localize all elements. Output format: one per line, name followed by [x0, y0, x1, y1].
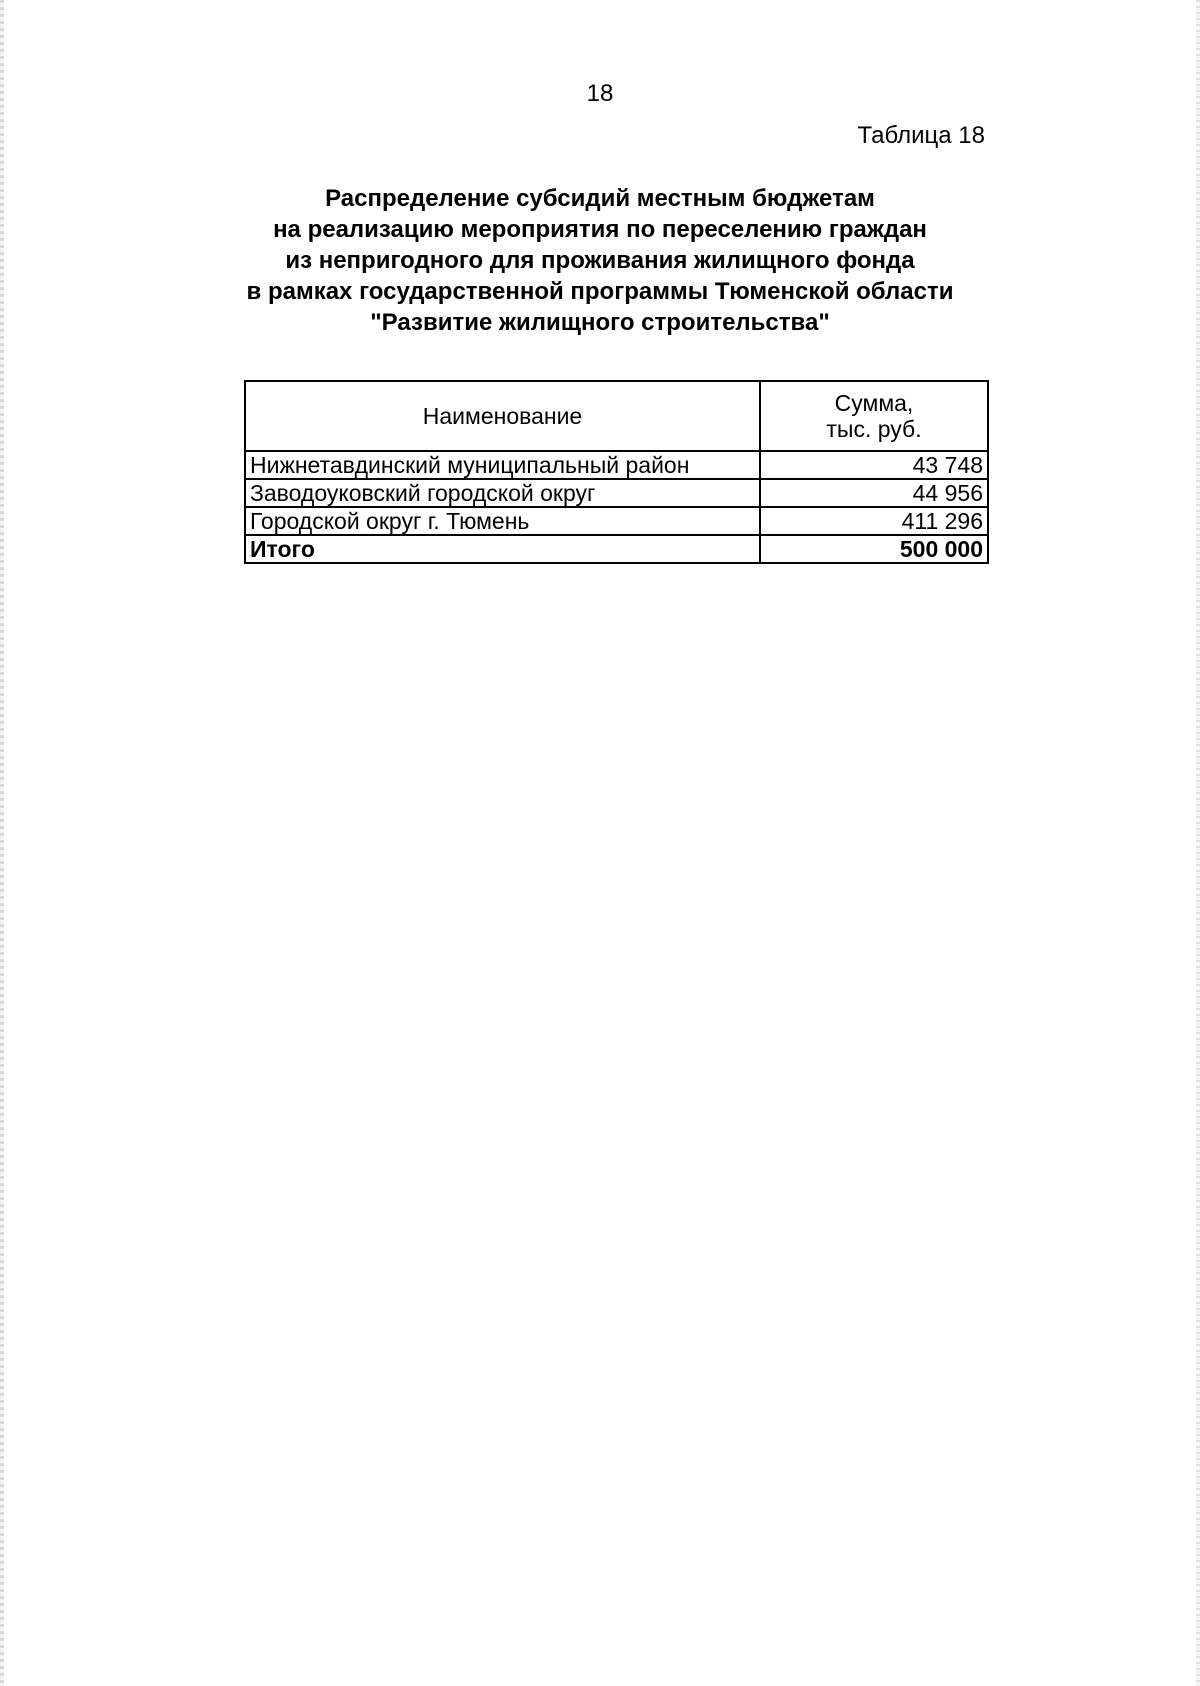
title-line-4: в рамках государственной программы Тюменской области [246, 278, 954, 305]
header-name: Наименование [245, 381, 760, 451]
row-value: 43 748 [760, 451, 988, 479]
total-label: Итого [245, 535, 760, 563]
table-total-row [245, 535, 988, 563]
title-line-3: из непригодного для проживания жилищного фонда [285, 247, 915, 274]
header-sum-line-1: Сумма, [834, 390, 914, 416]
row-name: Нижнетавдинский муниципальный район [245, 451, 760, 479]
row-name: Городской округ г. Тюмень [245, 507, 760, 535]
document-title [0, 183, 1200, 338]
header-sum-line-2: тыс. руб. [826, 416, 922, 442]
row-value: 44 956 [760, 479, 988, 507]
row-value: 411 296 [760, 507, 988, 535]
table-label: Таблица 18 [857, 122, 985, 149]
table-row [245, 451, 988, 479]
page-number: 18 [586, 80, 614, 107]
header-sum [760, 381, 988, 451]
table-header-row [245, 381, 988, 451]
title-line-2: на реализацию мероприятия по переселению граждан [273, 216, 927, 243]
subsidy-table [244, 380, 989, 564]
table-row [245, 507, 988, 535]
table-row [245, 479, 988, 507]
total-value: 500 000 [760, 535, 988, 563]
row-name: Заводоуковский городской округ [245, 479, 760, 507]
title-line-5: "Развитие жилищного строительства" [370, 309, 830, 336]
title-line-1: Распределение субсидий местным бюджетам [325, 185, 875, 212]
